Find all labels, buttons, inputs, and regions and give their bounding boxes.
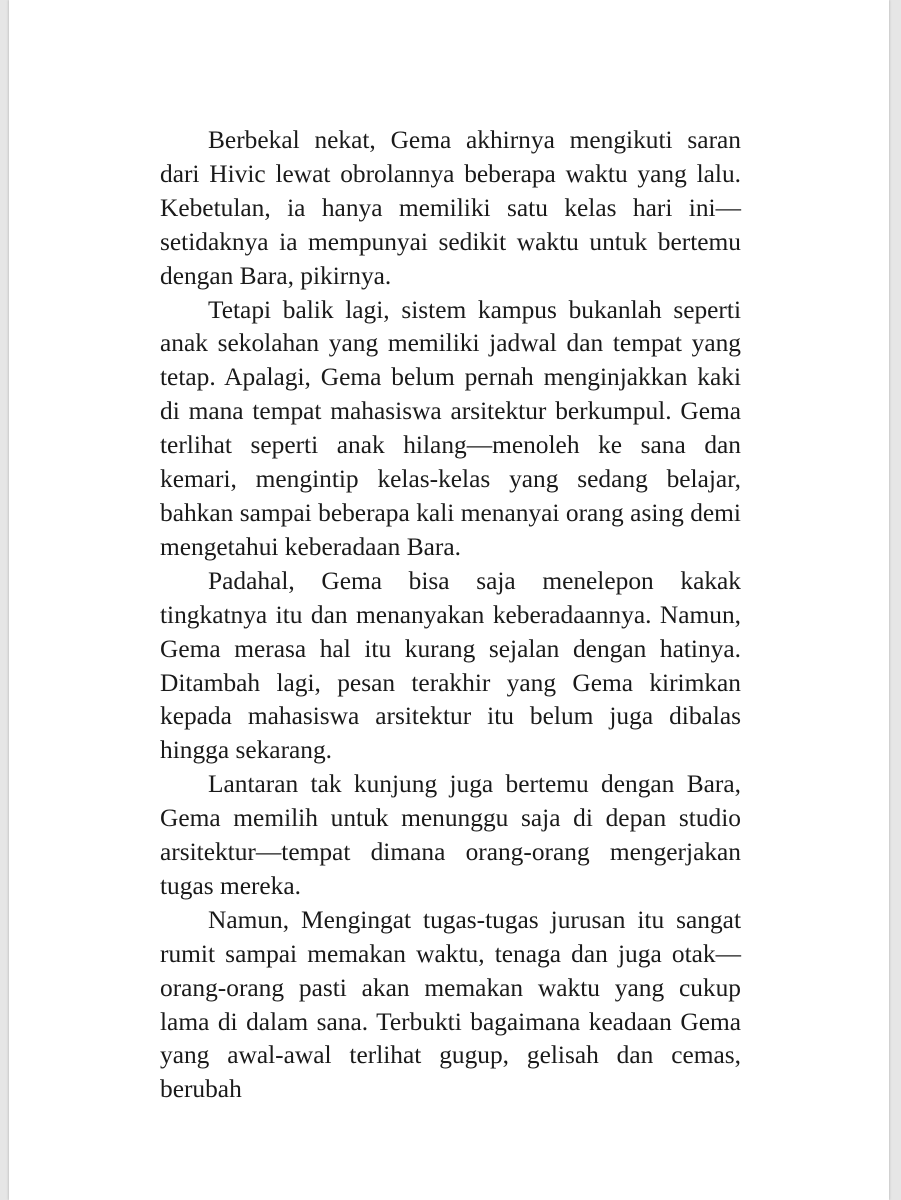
- paragraph-3: Padahal, Gema bisa saja menelepon kakak tingkatnya itu dan menanyakan keberadaannya. Namun, Gema merasa hal itu kurang sejalan dengan hatinya. Ditambah lagi, pesan terakhir yang Gema kirimkan kepada mahasiswa arsitektur itu belum juga dibalas hingga sekarang.: [160, 566, 741, 765]
- document-page: [9, 0, 889, 1200]
- paragraph-5: Namun, Mengingat tugas-tugas jurusan itu sangat rumit sampai memakan waktu, tenaga dan juga otak— orang-orang pasti akan memakan waktu yang cukup lama di dalam sana. Terbukti bagaimana keadaan Gema yang awal-awal terlihat gugup, gelisah dan cemas, berubah: [160, 905, 741, 1104]
- body-text: [160, 124, 741, 1107]
- paragraph-1: Berbekal nekat, Gema akhirnya mengikuti saran dari Hivic lewat obrolannya beberapa waktu yang lalu. Kebetulan, ia hanya memiliki satu kelas hari ini— setidaknya ia mempunyai sedikit waktu untuk bertemu dengan Bara, pikirnya.: [160, 126, 741, 290]
- paragraph-2: Tetapi balik lagi, sistem kampus bukanlah seperti anak sekolahan yang memiliki jadwal dan tempat yang tetap. Apalagi, Gema belum pernah menginjakkan kaki di mana tempat mahasiswa arsitektur berkumpul. Gema terlihat seperti anak hilang—menoleh ke sana dan kemari, mengintip kelas-kelas yang sedang belajar, bahkan sampai beberapa kali menanyai orang asing demi mengetahui keberadaan Bara.: [160, 295, 741, 561]
- paragraph-4: Lantaran tak kunjung juga bertemu dengan Bara, Gema memilih untuk menunggu saja di depan studio arsitektur—tempat dimana orang-orang mengerjakan tugas mereka.: [160, 770, 741, 900]
